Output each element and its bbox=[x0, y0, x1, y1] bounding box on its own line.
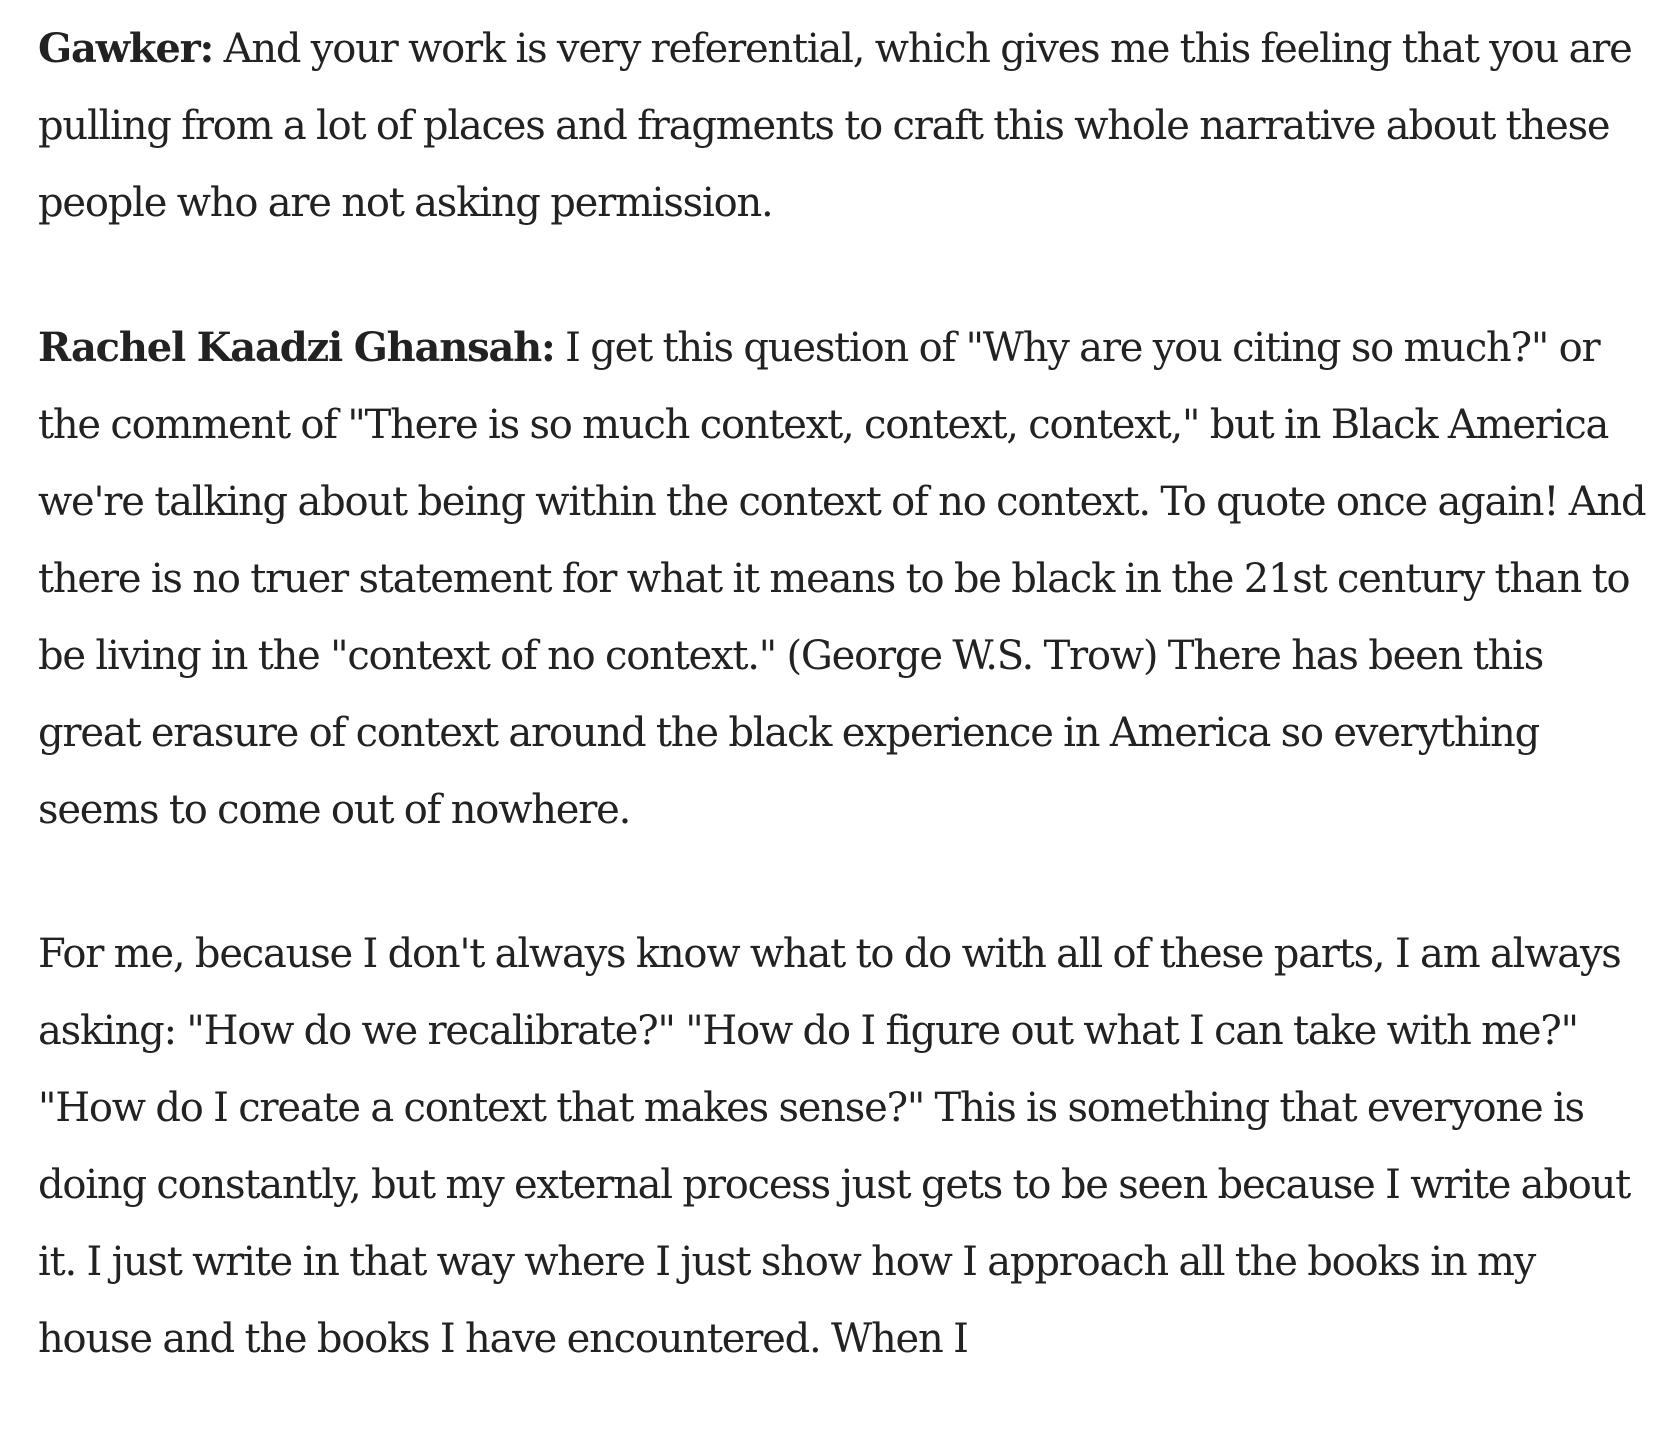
paragraph-text: For me, because I don't always know what to do with all of these parts, I am always asking: "How do we recalibrate?" "How do I figure out what I can take with me?" "How do I create a context that makes sense?" This is something that everyone is doing constantly, but my external process just gets to be seen because I write about it. I just write in that way where I just show how I approach all the books in my house and the books I have encountered. When I bbox=[38, 931, 1631, 1362]
speaker-label-ghansah: Rachel Kaadzi Ghansah: bbox=[38, 324, 555, 371]
article-body bbox=[38, 10, 1648, 1445]
speaker-label-gawker: Gawker: bbox=[38, 25, 214, 72]
interview-paragraph-answer bbox=[38, 309, 1648, 849]
interview-paragraph-question bbox=[38, 10, 1648, 242]
paragraph-text: I get this question of "Why are you citing so much?" or the comment of "There is so much context, context, context," but in Black America we're talking about being within the context of no context. To quote once again! And there is no truer statement for what it means to be black in the 21st century than to be living in the "context of no context." (George W.S. Trow) There has been this great erasure of context around the black experience in America so everything seems to come out of nowhere. bbox=[38, 325, 1646, 833]
interview-paragraph-continuation bbox=[38, 916, 1648, 1378]
paragraph-text: And your work is very referential, which gives me this feeling that you are pulling from a lot of places and fragments to craft this whole narrative about these people who are not asking permission. bbox=[38, 26, 1632, 226]
